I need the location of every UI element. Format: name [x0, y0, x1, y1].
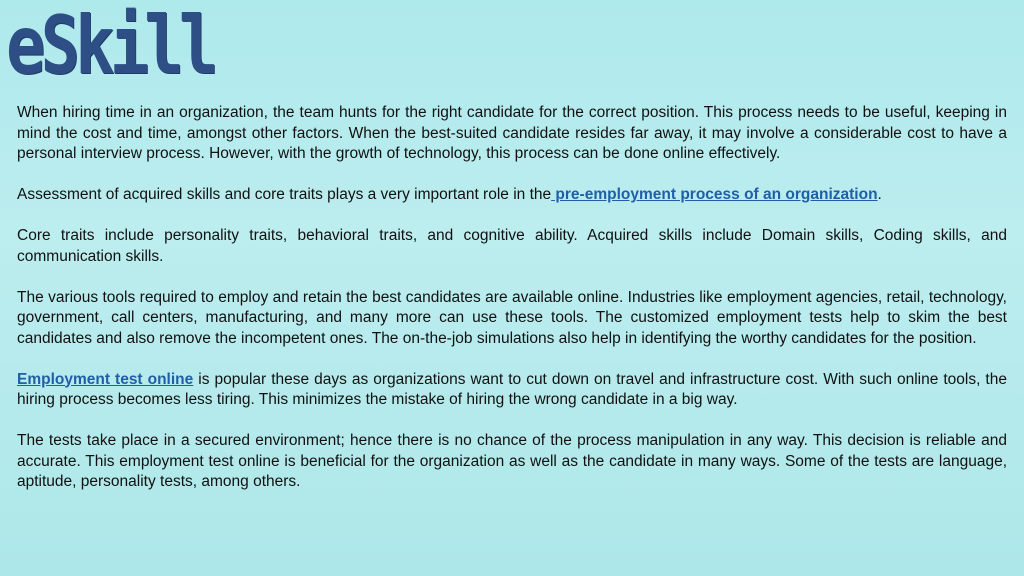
article-body — [17, 103, 1007, 513]
paragraph-assessment-end: . — [877, 186, 882, 203]
employment-test-online-link[interactable]: Employment test online — [17, 370, 194, 388]
paragraph-secured-environment: The tests take place in a secured environment; hence there is no chance of the process manipulation in any way. This decision is reliable and accurate. This employment test online is beneficial for the organization as well as the candidate in many ways. Some of the tests are language, aptitude, personality tests, among others. — [17, 432, 1007, 490]
paragraph-assessment — [17, 185, 1007, 206]
paragraph-assessment-text: Assessment of acquired skills and core traits plays a very important role in the — [17, 186, 552, 203]
paragraph-tools: The various tools required to employ and retain the best candidates are available online. Industries like employment agencies, retail, technology, government, call centers, manufacturing, and many more can use these tools. The customized employment tests help to skim the best candidates and also remove the incompetent ones. The on-the-job simulations also help in identifying the worthy candidates for the position. — [17, 288, 1007, 347]
pre-employment-link[interactable]: pre-employment process of an organization — [551, 186, 878, 203]
paragraph-intro: When hiring time in an organization, the team hunts for the right candidate for the correct position. This process needs to be useful, keeping in mind the cost and time, amongst other factors. When the best-suited candidate resides far away, it may involve a considerable cost to have a personal interview process. However, with the growth of technology, this process can be done online effectively. — [17, 104, 1007, 162]
eskill-logo: eSkill — [6, 0, 214, 92]
paragraph-employment-test — [17, 370, 1007, 411]
paragraph-core-traits: Core traits include personality traits, behavioral traits, and cognitive ability. Acquired skills include Domain skills, Coding skills, and communication skills. — [17, 227, 1007, 265]
paragraph-employment-test-text: is popular these days as organizations want to cut down on travel and infrastructure cost. With such online tools, the hiring process becomes less tiring. This minimizes the mistake of hiring the wrong candidate in a big way. — [17, 370, 1007, 408]
